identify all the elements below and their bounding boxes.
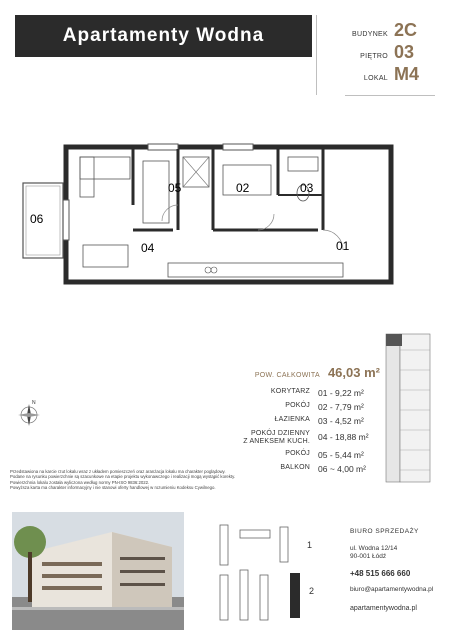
office-address [350,545,450,561]
area-row-value: 06 ~ 4,00 m² [318,464,366,474]
room-label-01: 01 [336,239,350,253]
office-phone[interactable]: +48 515 666 660 [350,569,411,578]
site-label-2: 2 [309,586,315,596]
site-label-1: 1 [307,540,313,550]
room-label-05: 05 [168,181,182,195]
note-line: Przedstawiona na karcie rzut lokalu wraz z układem pomieszczeń oraz aranżacja lokalu ma charakter poglądowy. [10,469,226,474]
note-line: Powierzchnia lokalu została wyliczona według normy PN-ISO 9836:2022. [10,479,150,485]
area-row [200,416,380,426]
area-total-value: 46,03 m² [327,365,380,380]
area-row-value: 01 - 9,22 m² [318,388,364,398]
area-row-value: 05 - 5,44 m² [318,450,364,460]
unit-meta [330,20,440,86]
area-row [200,450,380,460]
room-label-03: 03 [300,181,314,195]
area-row-value: 03 - 4,52 m² [318,416,364,426]
area-row-label: KORYTARZ [270,388,310,395]
area-row [200,402,380,412]
area-row-label: POKÓJ [285,450,310,457]
area-row-value: 02 - 7,79 m² [318,402,364,412]
meta-unit-label: LOKAL [363,75,388,82]
area-row-label: POKÓJ DZIENNY Z ANEKSEM KUCH. [243,430,310,445]
area-row [200,430,380,446]
meta-building-label: BUDYNEK [352,31,388,38]
meta-floor-value: 03 [394,42,415,62]
office-address-line1: ul. Wodna 12/14 [350,545,398,552]
building-minimap [378,330,440,485]
note-line: Powyższa karta ma charakter informacyjny i nie stanowi oferty handlowej w rozumieniu Kodeksu Cywilnego. [10,485,216,491]
area-table [200,365,380,478]
area-total [200,365,380,380]
meta-floor [330,42,440,64]
site-plan [210,515,330,625]
compass-icon [15,398,43,428]
page-title: Apartamenty Wodna [62,25,265,46]
meta-divider [345,95,435,96]
meta-unit [330,64,440,86]
area-row-label: ŁAZIENKA [274,416,310,423]
area-total-label: POW. CAŁKOWITA [254,372,320,379]
area-row-value: 04 - 18,88 m² [318,432,369,442]
office-email[interactable]: biuro@apartamentywodna.pl [350,586,434,593]
title-banner [15,15,312,57]
area-row [200,388,380,398]
meta-unit-value: M4 [394,64,420,84]
disclaimer-notes [10,469,280,491]
room-label-06: 06 [30,212,44,226]
header-divider [316,15,317,95]
area-row-label: BALKON [280,464,310,471]
sales-office [350,528,450,612]
office-website[interactable]: apartamentywodna.pl [350,605,417,612]
room-label-02: 02 [236,181,250,195]
note-line: Podane na rysunku powierzchnie są szacunkowe na etapie projektu wykonawczego i realizacji mogą wystąpić korekty. [10,474,236,480]
meta-floor-label: PIĘTRO [360,53,388,60]
office-heading: BIURO SPRZEDAŻY [350,528,419,535]
building-photo [12,512,184,630]
area-row-label: POKÓJ [285,402,310,409]
floor-plan [18,135,398,285]
meta-building [330,20,440,42]
room-label-04: 04 [141,241,155,255]
office-address-line2: 90-001 Łódź [350,553,387,560]
meta-building-value: 2C [394,20,418,40]
compass-north-label: N [32,400,36,406]
